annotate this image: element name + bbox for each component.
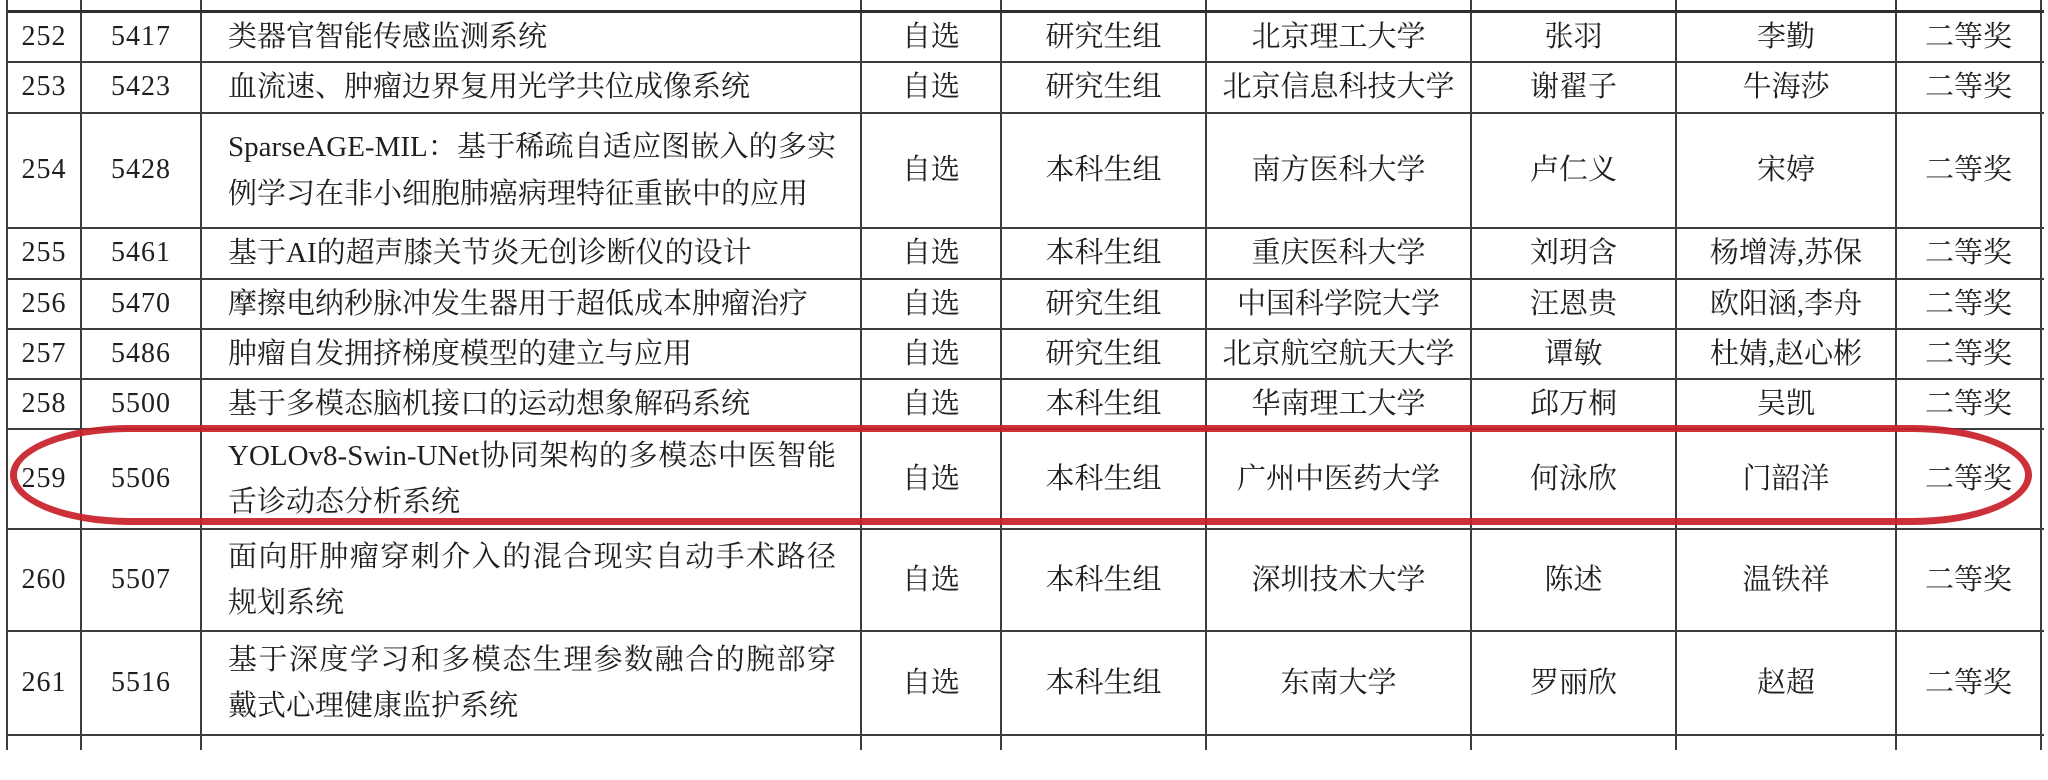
cell-empty [82,0,202,10]
cell-title: 基于多模态脑机接口的运动想象解码系统 [202,380,862,428]
cell-university: 北京航空航天大学 [1207,330,1472,378]
cell-university: 深圳技术大学 [1207,530,1472,630]
table-row-256 [8,280,2044,330]
cell-empty [202,0,862,10]
cell-university: 东南大学 [1207,632,1472,734]
cell-seq: 257 [8,330,82,378]
cell-member: 张羽 [1472,13,1677,61]
cell-award: 二等奖 [1897,330,2042,378]
cell-empty [202,736,862,750]
cell-award: 二等奖 [1897,380,2042,428]
cell-advisor: 杜婧,赵心彬 [1677,330,1897,378]
cell-advisor: 宋婷 [1677,114,1897,227]
cell-id: 5461 [82,229,202,278]
cell-university: 重庆医科大学 [1207,229,1472,278]
cell-seq: 258 [8,380,82,428]
cell-entry-type: 自选 [862,632,1002,734]
table-row-258 [8,380,2044,430]
table-row-260 [8,530,2044,632]
cell-id: 5423 [82,63,202,112]
table-row-252 [8,13,2044,63]
cell-empty [8,0,82,10]
table-row-257 [8,330,2044,380]
cell-id: 5500 [82,380,202,428]
cell-empty [1472,736,1677,750]
cell-entry-type: 自选 [862,330,1002,378]
cell-member: 谭敏 [1472,330,1677,378]
cell-empty [862,736,1002,750]
cell-group: 本科生组 [1002,632,1207,734]
cell-award: 二等奖 [1897,632,2042,734]
cell-advisor: 赵超 [1677,632,1897,734]
cell-empty [1472,0,1677,10]
cell-member: 何泳欣 [1472,430,1677,528]
cell-empty [1002,736,1207,750]
cell-group: 研究生组 [1002,280,1207,328]
cell-seq: 254 [8,114,82,227]
cell-empty [1677,736,1897,750]
cell-member: 邱万桐 [1472,380,1677,428]
cell-id: 5486 [82,330,202,378]
cell-advisor: 李勤 [1677,13,1897,61]
cell-entry-type: 自选 [862,13,1002,61]
cell-advisor: 牛海莎 [1677,63,1897,112]
cell-seq: 252 [8,13,82,61]
cell-title: 摩擦电纳秒脉冲发生器用于超低成本肿瘤治疗 [202,280,862,328]
cell-title: SparseAGE-MIL：基于稀疏自适应图嵌入的多实例学习在非小细胞肺癌病理特征重嵌中的应用 [202,114,862,227]
cell-group: 本科生组 [1002,114,1207,227]
cell-university: 中国科学院大学 [1207,280,1472,328]
cell-seq: 256 [8,280,82,328]
table-row-255 [8,229,2044,280]
cell-empty [862,0,1002,10]
cell-member: 罗丽欣 [1472,632,1677,734]
cell-university: 北京理工大学 [1207,13,1472,61]
cell-empty [1897,0,2042,10]
cell-award: 二等奖 [1897,114,2042,227]
cell-university: 华南理工大学 [1207,380,1472,428]
cell-empty [8,736,82,750]
cell-entry-type: 自选 [862,380,1002,428]
cell-entry-type: 自选 [862,530,1002,630]
cell-advisor: 门韶洋 [1677,430,1897,528]
cell-title: 血流速、肿瘤边界复用光学共位成像系统 [202,63,862,112]
cell-group: 研究生组 [1002,330,1207,378]
cell-empty [1207,0,1472,10]
cell-member: 卢仁义 [1472,114,1677,227]
cell-group: 本科生组 [1002,430,1207,528]
cell-member: 陈述 [1472,530,1677,630]
cell-id: 5470 [82,280,202,328]
cell-group: 本科生组 [1002,380,1207,428]
cell-university: 广州中医药大学 [1207,430,1472,528]
cell-group: 研究生组 [1002,13,1207,61]
cell-id: 5417 [82,13,202,61]
cell-entry-type: 自选 [862,280,1002,328]
table-row-partial-bottom [8,736,2044,750]
cell-entry-type: 自选 [862,430,1002,528]
cell-award: 二等奖 [1897,280,2042,328]
cell-member: 刘玥含 [1472,229,1677,278]
cell-award: 二等奖 [1897,229,2042,278]
cell-university: 北京信息科技大学 [1207,63,1472,112]
cell-member: 谢翟子 [1472,63,1677,112]
cell-group: 本科生组 [1002,229,1207,278]
cell-empty [1002,0,1207,10]
awards-table [6,0,2044,750]
cell-group: 本科生组 [1002,530,1207,630]
cell-seq: 253 [8,63,82,112]
cell-award: 二等奖 [1897,63,2042,112]
cell-title: 面向肝肿瘤穿刺介入的混合现实自动手术路径规划系统 [202,530,862,630]
cell-empty [1677,0,1897,10]
cell-advisor: 吴凯 [1677,380,1897,428]
cell-entry-type: 自选 [862,114,1002,227]
cell-award: 二等奖 [1897,430,2042,528]
table-row-254 [8,114,2044,229]
cell-seq: 255 [8,229,82,278]
table-row-partial-top [8,0,2044,13]
cell-title: 基于AI的超声膝关节炎无创诊断仪的设计 [202,229,862,278]
cell-seq: 261 [8,632,82,734]
cell-empty [1207,736,1472,750]
cell-id: 5507 [82,530,202,630]
cell-title: YOLOv8-Swin-UNet协同架构的多模态中医智能舌诊动态分析系统 [202,430,862,528]
table-row-253 [8,63,2044,114]
cell-member: 汪恩贵 [1472,280,1677,328]
cell-group: 研究生组 [1002,63,1207,112]
cell-university: 南方医科大学 [1207,114,1472,227]
cell-entry-type: 自选 [862,229,1002,278]
table-row-259-highlighted [8,430,2044,530]
cell-seq: 260 [8,530,82,630]
cell-entry-type: 自选 [862,63,1002,112]
cell-id: 5516 [82,632,202,734]
cell-empty [82,736,202,750]
table-row-261 [8,632,2044,736]
cell-id: 5428 [82,114,202,227]
cell-seq: 259 [8,430,82,528]
cell-award: 二等奖 [1897,530,2042,630]
cell-award: 二等奖 [1897,13,2042,61]
cell-title: 肿瘤自发拥挤梯度模型的建立与应用 [202,330,862,378]
cell-id: 5506 [82,430,202,528]
cell-advisor: 温铁祥 [1677,530,1897,630]
cell-title: 基于深度学习和多模态生理参数融合的腕部穿戴式心理健康监护系统 [202,632,862,734]
cell-advisor: 杨增涛,苏保 [1677,229,1897,278]
cell-advisor: 欧阳涵,李舟 [1677,280,1897,328]
cell-empty [1897,736,2042,750]
cell-title: 类器官智能传感监测系统 [202,13,862,61]
